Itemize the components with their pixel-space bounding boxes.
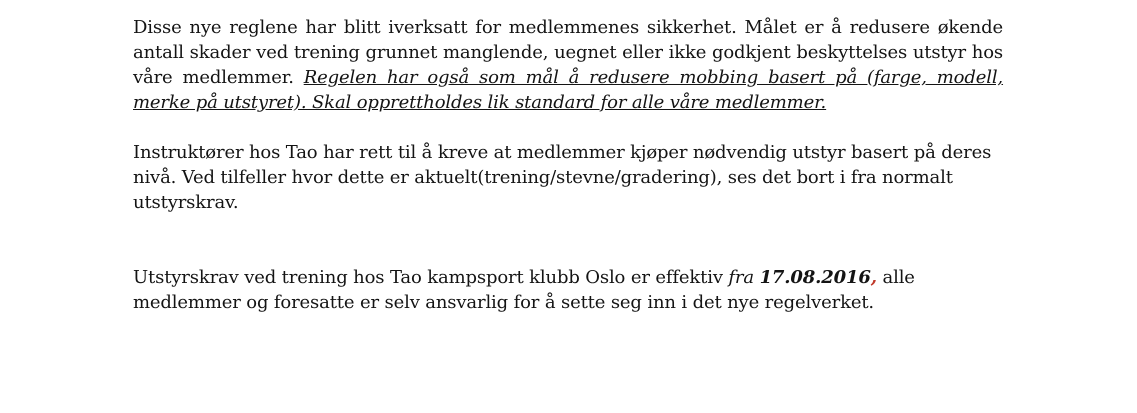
effective-date-paragraph — [133, 265, 1003, 315]
paragraph-spacer — [133, 215, 1003, 265]
document-body — [133, 15, 1003, 315]
effective-lead: Utstyrskrav ved trening hos Tao kampsport klubb Oslo er effektiv — [133, 267, 723, 288]
from-word: fra — [728, 267, 754, 288]
safety-text: Disse nye reglene har blitt iverksatt for medlemmenes sikkerhet. Målet er å redusere økende antall skader ved trening grunnet manglende, uegnet eller ikke godkjent beskyttelses utstyr hos våre medlemmer. — [133, 17, 1003, 88]
date-comma: , — [870, 267, 877, 288]
anti-bullying-note: Regelen har også som mål å redusere mobbing basert på (farge, modell, merke på utstyret). Skal opprettholdes lik standard for alle våre medlemmer. — [133, 67, 1004, 113]
instructor-paragraph: Instruktører hos Tao har rett til å kreve at medlemmer kjøper nødvendig utstyr basert på deres nivå. Ved tilfeller hvor dette er aktuelt(trening/stevne/gradering), ses det bort i fra normalt utstyrskrav. — [133, 142, 992, 213]
effective-tail: alle medlemmer og foresatte er selv ansvarlig for å sette seg inn i det nye regelverket. — [133, 267, 915, 313]
paragraph-spacer — [133, 115, 1003, 140]
safety-paragraph — [133, 15, 1003, 115]
effective-date: 17.08.2016 — [759, 267, 871, 288]
